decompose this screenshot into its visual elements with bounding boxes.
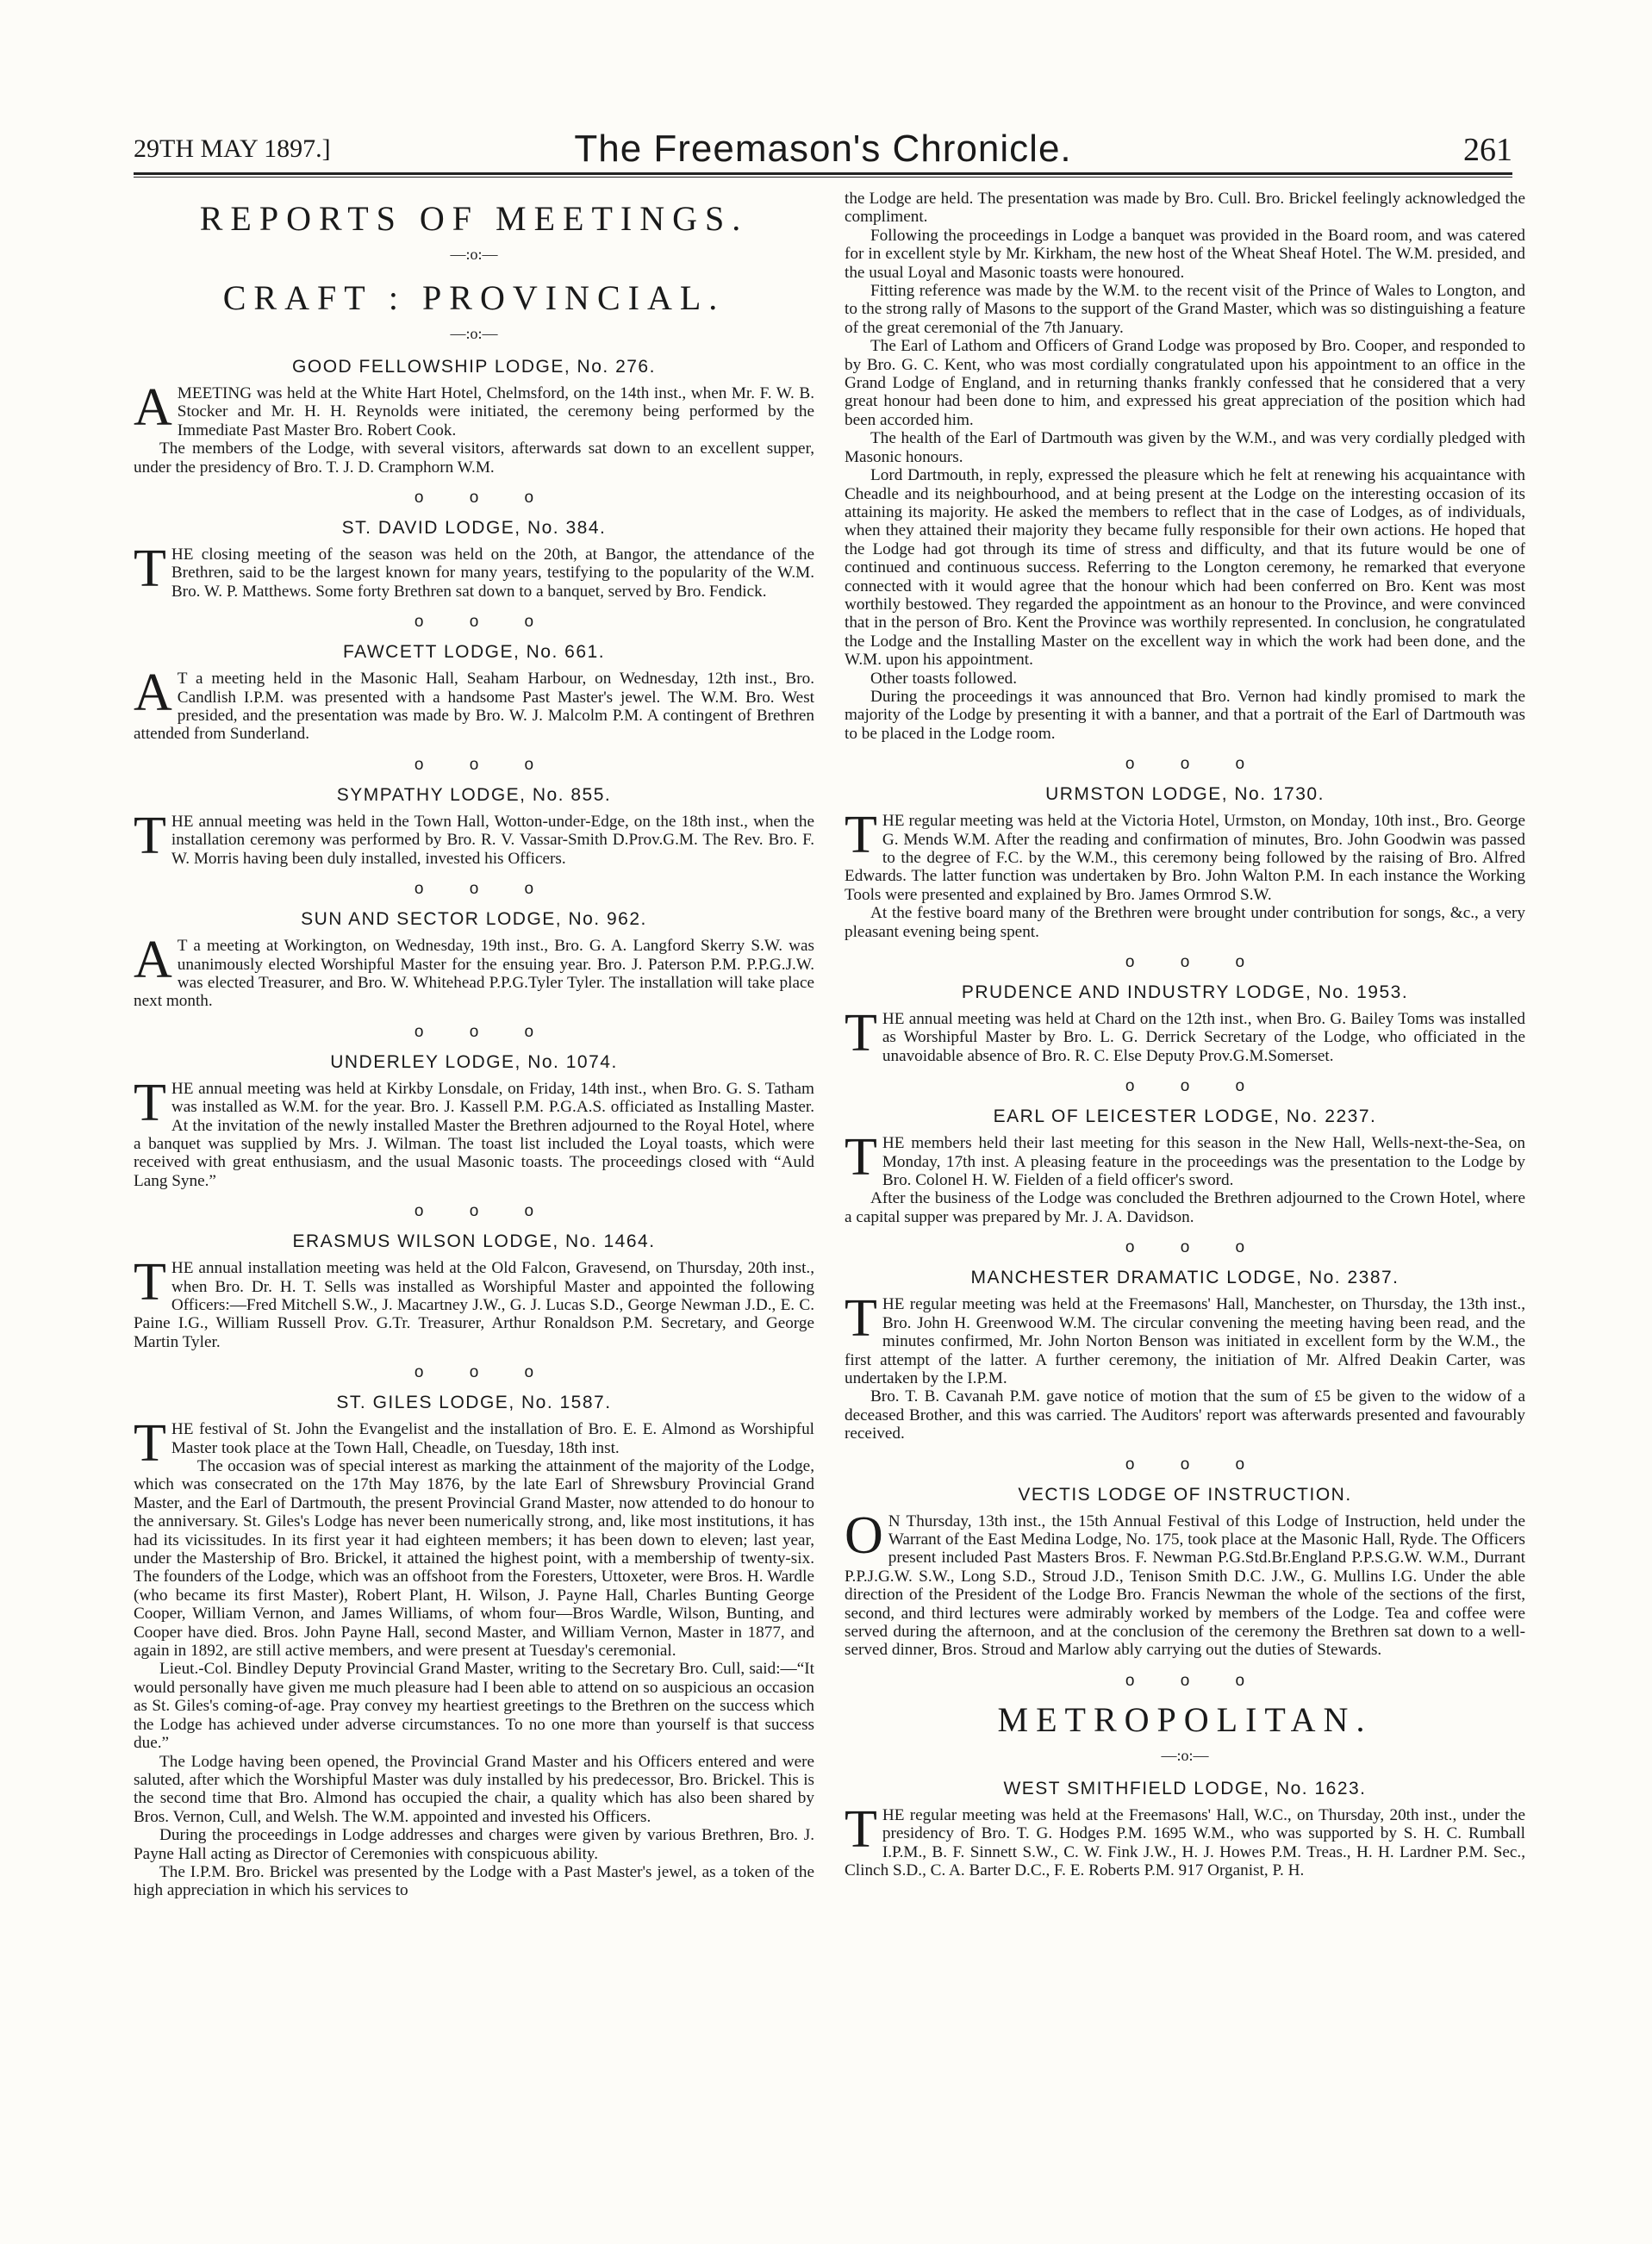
lodge-title: FAWCETT LODGE, No. 661. <box>342 642 606 663</box>
paragraph: A T a meeting at Workington, on Wednesday, 19th inst., Bro. G. A. Langford Skerry S.W. was unanimously elected Worshipful Master for the ensuing year. Bro. J. Paterson P.M. P.P.G.J.W. was elected Treasurer, and Bro. W. Whitehead P.P.G.Tyler Tyler. The installation will take place next month. <box>134 931 814 1011</box>
right-column <box>845 190 1525 1879</box>
paragraph: Lord Dartmouth, in reply, expressed the pleasure which he felt at renewing his acquaintance with Cheadle and its neighbourhood, and at being present at the Lodge on the interesting occasion of its attaining its majority. He asked the members to reflect that in the case of Lodges, as of individuals, when they attained their majority they became fully responsible for their own actions. He hoped that the Lodge had got through its time of stress and difficulty, and that its future would be one of continued and continuous success. Referring to the Longton ceremony, he remarked that everyone connected with it would agree that the honour which had been conferred on Bro. Kent was most worthily bestowed. They regarded the appointment as an honour to the Province, and were convinced that in the person of Bro. Kent the Province was worthily represented. In conclusion, he congratulated the Lodge and the Installing Master on the excellent way in which the work had been done, and the W.M. upon his appointment. <box>845 466 1525 670</box>
lodge-title: PRUDENCE AND INDUSTRY LODGE, No. 1953. <box>961 982 1409 1003</box>
paragraph: The health of the Earl of Dartmouth was given by the W.M., and was very cordially pledged with Masonic honours. <box>845 429 1525 466</box>
paragraph: Other toasts followed. <box>870 669 1017 688</box>
page-number: 261 <box>1463 132 1512 168</box>
drop-cap: A <box>134 378 172 437</box>
section-subheading: METROPOLITAN. <box>997 1699 1373 1739</box>
drop-cap: O <box>845 1505 883 1565</box>
drop-cap: A <box>134 931 172 990</box>
drop-cap: T <box>134 1414 166 1474</box>
separator: o o o <box>414 489 534 508</box>
paragraph: A MEETING was held at the White Hart Hotel, Chelmsford, on the 14th inst., when Mr. F. W. B. Stocker and Mr. H. H. Reynolds were initiated, the ceremony being performed by the Immediate Past Master Bro. Robert Cook. <box>134 378 814 439</box>
paragraph: THE regular meeting was held at the Freemasons' Hall, Manchester, on Thursday, the 13th inst., Bro. John H. Greenwood W.M. The circular convening the meeting having been read, and the minutes confirmed, Mr. John Norton Benson was initiated in excellent form by the W.M., the first attempt of the latter. A further ceremony, the initiation of Mr. Alfred Deakin Carter, was undertaken by the I.P.M. <box>845 1289 1525 1387</box>
paragraph: THE regular meeting was held at the Victoria Hotel, Urmston, on Monday, 10th inst., Bro. George G. Mends W.M. After the reading and confirmation of minutes, Bro. John Goodwin was passed to the degree of F.C. by the W.M., this ceremony being followed by the raising of Bro. Alfred Edwards. The latter function was undertaken by Bro. John Walton P.M. In each instance the Working Tools were presented and explained by Bro. James Ormrod S.W. <box>845 806 1525 904</box>
ornament: —:o:— <box>1161 1746 1209 1764</box>
article <box>845 1268 1525 1443</box>
paragraph: The Lodge having been opened, the Provincial Grand Master and his Officers entered and were saluted, after which the Worshipful Master was duly installed by his predecessor, Bro. Brickel. This is the second time that Bro. Almond has occupied the chair, a quality which has also been shared by Bros. Vernon, Cull, and Welsh. The W.M. appointed and invested his Officers. <box>134 1752 814 1826</box>
paragraph: The members of the Lodge, with several visitors, afterwards sat down to an excellent supper, under the presidency of Bro. T. J. D. Cramphorn W.M. <box>134 439 814 477</box>
lodge-title: SYMPATHY LODGE, No. 855. <box>336 784 612 805</box>
article <box>845 1106 1525 1226</box>
drop-cap: T <box>845 1289 877 1349</box>
article <box>134 518 814 601</box>
ornament: —:o:— <box>450 246 498 263</box>
separator: o o o <box>1125 1455 1245 1474</box>
lodge-title: URMSTON LODGE, No. 1730. <box>1045 784 1325 805</box>
article <box>845 1779 1525 1880</box>
section-subheading: CRAFT : PROVINCIAL. <box>222 278 726 317</box>
paragraph: THE festival of St. John the Evangelist and the installation of Bro. E. E. Almond as Worshipful Master took place at the Town Hall, Cheadle, on Tuesday, 18th inst. <box>134 1414 814 1474</box>
paragraph: Following the proceedings in Lodge a banquet was provided in the Board room, and was catered for in excellent style by Mr. Kirkham, the new host of the Wheat Sheaf Hotel. The W.M. presided, and the usual Loyal and Masonic toasts were honoured. <box>845 226 1525 282</box>
paragraph: THE annual meeting was held in the Town Hall, Wotton-under-Edge, on the 18th inst., when the installation ceremony was performed by Bro. R. V. Vassar-Smith D.Prov.G.M. The Rev. Bro. F. W. Morris having been duly installed, invested his Officers. <box>134 806 814 868</box>
paragraph: Bro. T. B. Cavanah P.M. gave notice of motion that the sum of £5 be given to the widow of a deceased Brother, and this was carried. The Auditors' report was afterwards presented and favourably received. <box>845 1387 1525 1443</box>
drop-cap: T <box>134 539 166 599</box>
publication-title: The Freemason's Chronicle. <box>574 128 1072 170</box>
article <box>134 1052 814 1190</box>
drop-cap: T <box>845 1128 877 1187</box>
separator: o o o <box>1125 1077 1245 1096</box>
paragraph: THE annual installation meeting was held at the Old Falcon, Gravesend, on Thursday, 20th inst., when Bro. Dr. H. T. Sells was installed as Worshipful Master and appointed the following Officers:—Fred Mitchell S.W., J. Macartney J.W., G. J. Lucas S.D., George Newman J.D., E. C. Paine I.G., William Russell Prov. G.Tr. Treasurer, Arthur Ronaldson P.M. Secretary, and George Martin Tyler. <box>134 1253 814 1351</box>
issue-date: 29TH MAY 1897.] <box>134 134 331 163</box>
lodge-title: ST. GILES LODGE, No. 1587. <box>336 1393 612 1413</box>
article <box>134 1393 814 1900</box>
article <box>134 909 814 1011</box>
paragraph: O N Thursday, 13th inst., the 15th Annual Festival of this Lodge of Instruction, held under the Warrant of the East Medina Lodge, No. 175, took place at the Masonic Hall, Ryde. The Officers present included Past Masters Bros. F. Newman P.G.Std.Br.England P.P.S.G.W. W.M., Durrant P.P.J.G.W. S.W., Long S.D., Stroud J.D., Tenison Smith D.C. J.W., G. Mullins I.G. Under the able direction of the President of the Lodge Bro. Francis Newman the whole of the sections of the first, second, and third lectures were admirably worked by members of the Lodge. Tea and coffee were served during the afternoon, and at the conclusion of the ceremony the Brethren sat down to a well-served dinner, Bros. Stroud and Marlow ably carrying out the duties of Stewards. <box>845 1505 1525 1660</box>
paragraph: After the business of the Lodge was concluded the Brethren adjourned to the Crown Hotel, where a capital supper was prepared by Mr. J. A. Davidson. <box>845 1189 1525 1226</box>
article <box>845 982 1525 1065</box>
drop-cap: T <box>845 806 877 865</box>
paragraph: Fitting reference was made by the W.M. to the recent visit of the Prince of Wales to Longton, and to the strong rally of Masons to the support of the Grand Master, which was so distinguishing a feature of the great ceremonial of the 7th January. <box>845 282 1525 337</box>
paragraph: During the proceedings it was announced that Bro. Vernon had kindly promised to mark the majority of the Lodge by presenting it with a banner, and that a portrait of the Earl of Dartmouth was to be placed in the Lodge room. <box>845 687 1525 743</box>
lodge-title: EARL OF LEICESTER LODGE, No. 2237. <box>993 1106 1377 1127</box>
paragraph: THE closing meeting of the season was held on the 20th, at Bangor, the attendance of the Brethren, said to be the largest known for many years, testifying to the popularity of the W.M. Bro. W. P. Matthews. Some forty Brethren sat down to a banquet, served by Bro. Fendick. <box>134 539 814 601</box>
left-column <box>134 190 814 1900</box>
lodge-title: GOOD FELLOWSHIP LODGE, No. 276. <box>292 357 656 377</box>
separator: o o o <box>1125 1238 1245 1257</box>
lodge-title: ERASMUS WILSON LODGE, No. 1464. <box>292 1231 656 1252</box>
paragraph: the Lodge are held. The presentation was made by Bro. Cull. Bro. Brickel feelingly acknowledged the compliment. <box>845 190 1525 227</box>
article <box>845 784 1525 941</box>
separator: o o o <box>1125 1671 1245 1690</box>
separator: o o o <box>414 1022 534 1041</box>
section-heading: REPORTS OF MEETINGS. <box>199 199 749 238</box>
separator: o o o <box>414 1363 534 1382</box>
drop-cap: A <box>134 664 172 723</box>
lodge-title: WEST SMITHFIELD LODGE, No. 1623. <box>1003 1778 1367 1798</box>
masthead-rule-top <box>134 172 1512 175</box>
drop-cap: T <box>845 1799 877 1859</box>
lodge-title: ST. DAVID LODGE, No. 384. <box>341 518 607 539</box>
article <box>134 642 814 744</box>
paragraph: At the festive board many of the Brethren were brought under contribution for songs, &c., a very pleasant evening being spent. <box>845 904 1525 941</box>
paragraph: During the proceedings in Lodge addresses and charges were given by various Brethren, Bro. J. Payne Hall acting as Director of Ceremonies with conspicuous ability. <box>134 1826 814 1863</box>
article <box>134 785 814 868</box>
separator: o o o <box>414 613 534 632</box>
paragraph: THE annual meeting was held at Kirkby Lonsdale, on Friday, 14th inst., when Bro. G. S. Tatham was installed as W.M. for the year. Bro. J. Kassell P.M. P.G.A.S. officiated as Installing Master. At the invitation of the newly installed Master the Brethren adjourned to the Royal Hotel, where a banquet was supplied by Mrs. J. Wilman. The toast list included the Loyal toasts, which were received with great enthusiasm, and the usual Masonic toasts. The proceedings closed with “Auld Lang Syne.” <box>134 1073 814 1190</box>
paragraph: Lieut.-Col. Bindley Deputy Provincial Grand Master, writing to the Secretary Bro. Cull, said:—“It would personally have given me much pleasure had I been able to attend on so auspicious an occasion as St. Giles's coming-of-age. Pray convey my heartiest greetings to the Brethren on the success which the Lodge has achieved under adverse circumstances. To no one more than yourself is that success due.” <box>134 1660 814 1753</box>
article <box>134 357 814 477</box>
drop-cap: T <box>134 806 166 865</box>
drop-cap: T <box>134 1253 166 1312</box>
article <box>845 1485 1525 1660</box>
article-continuation <box>845 190 1525 743</box>
article <box>134 1231 814 1351</box>
paragraph: THE regular meeting was held at the Freemasons' Hall, W.C., on Thursday, 20th inst., under the presidency of Bro. T. G. Hodges P.M. 1695 W.M., who was supported by S. H. C. Rumball I.P.M., B. F. Sinnett S.W., C. W. Fink J.W., H. J. Howes P.M. Treas., H. H. Lardner P.M. Sec., Clinch S.D., C. A. Barter D.C., F. E. Roberts P.M. 917 Organist, P. H. <box>845 1799 1525 1879</box>
paragraph: THE members held their last meeting for this season in the New Hall, Wells-next-the-Sea, on Monday, 17th inst. A pleasing feature in the proceedings was the presentation to the Lodge by Bro. Colonel H. W. Fielden of a field officer's sword. <box>845 1128 1525 1190</box>
separator: o o o <box>1125 755 1245 774</box>
lodge-title: VECTIS LODGE OF INSTRUCTION. <box>1018 1484 1352 1505</box>
separator: o o o <box>1125 953 1245 972</box>
paragraph: The occasion was of special interest as marking the attainment of the majority of the Lodge, which was consecrated on the 17th May 1876, by the late Earl of Shrewsbury Provincial Grand Master, and the Earl of Dartmouth, the present Provincial Grand Master, now attended to do honour to the anniversary. St. Giles's Lodge has never been numerically strong, and, like most institutions, it has had its vicissitudes. In its first year it had eighteen members; it has been down to eleven; last year, under the Mastership of Bro. Brickel, it attained the highest point, with a membership of twenty-six. The founders of the Lodge, which was an offshoot from the Foresters, Uttoxeter, were Bros. H. Wardle (who became its first Master), Robert Plant, H. Wilson, J. Payne Hall, Charles Bunting George Cooper, William Vernon, and James Williams, of whom four—Bros Wardle, Wilson, Bunting, and Cooper have died. Bros. John Payne Hall, second Master, and William Vernon, Master in 1877, and again in 1892, are still active members, and were present at Tuesday's ceremonial. <box>134 1457 814 1661</box>
paragraph: THE annual meeting was held at Chard on the 12th inst., when Bro. G. Bailey Toms was installed as Worshipful Master by Bro. L. G. Derrick Secretary of the Lodge, who officiated in the unavoidable absence of Bro. R. C. Else Deputy Prov.G.M.Somerset. <box>845 1004 1525 1065</box>
masthead-rule-bottom <box>134 177 1512 178</box>
separator: o o o <box>414 1202 534 1221</box>
lodge-title: MANCHESTER DRAMATIC LODGE, No. 2387. <box>970 1268 1400 1288</box>
drop-cap: T <box>134 1073 166 1132</box>
lodge-title: SUN AND SECTOR LODGE, No. 962. <box>301 909 647 930</box>
separator: o o o <box>414 755 534 774</box>
paragraph: The Earl of Lathom and Officers of Grand Lodge was proposed by Bro. Cooper, and responded to by Bro. G. C. Kent, who was most cordially congratulated upon his appointment to an office in the Grand Lodge of England, and in returning thanks frankly confessed that he considered that a very great honour had been done to him, and expressed his great appreciation of the position which had been accorded him. <box>845 337 1525 429</box>
separator: o o o <box>414 880 534 899</box>
ornament: —:o:— <box>450 325 498 342</box>
paragraph: The I.P.M. Bro. Brickel was presented by the Lodge with a Past Master's jewel, as a token of the high appreciation in which his services to <box>134 1862 814 1900</box>
paragraph: A T a meeting held in the Masonic Hall, Seaham Harbour, on Wednesday, 12th inst., Bro. Candlish I.P.M. was presented with a handsome Past Master's jewel. The W.M. Bro. West presided, and the presentation was made by Bro. W. J. Malcolm P.M. A contingent of Brethren attended from Sunderland. <box>134 664 814 744</box>
masthead <box>134 128 1512 171</box>
drop-cap: T <box>845 1004 877 1063</box>
lodge-title: UNDERLEY LODGE, No. 1074. <box>330 1051 618 1072</box>
